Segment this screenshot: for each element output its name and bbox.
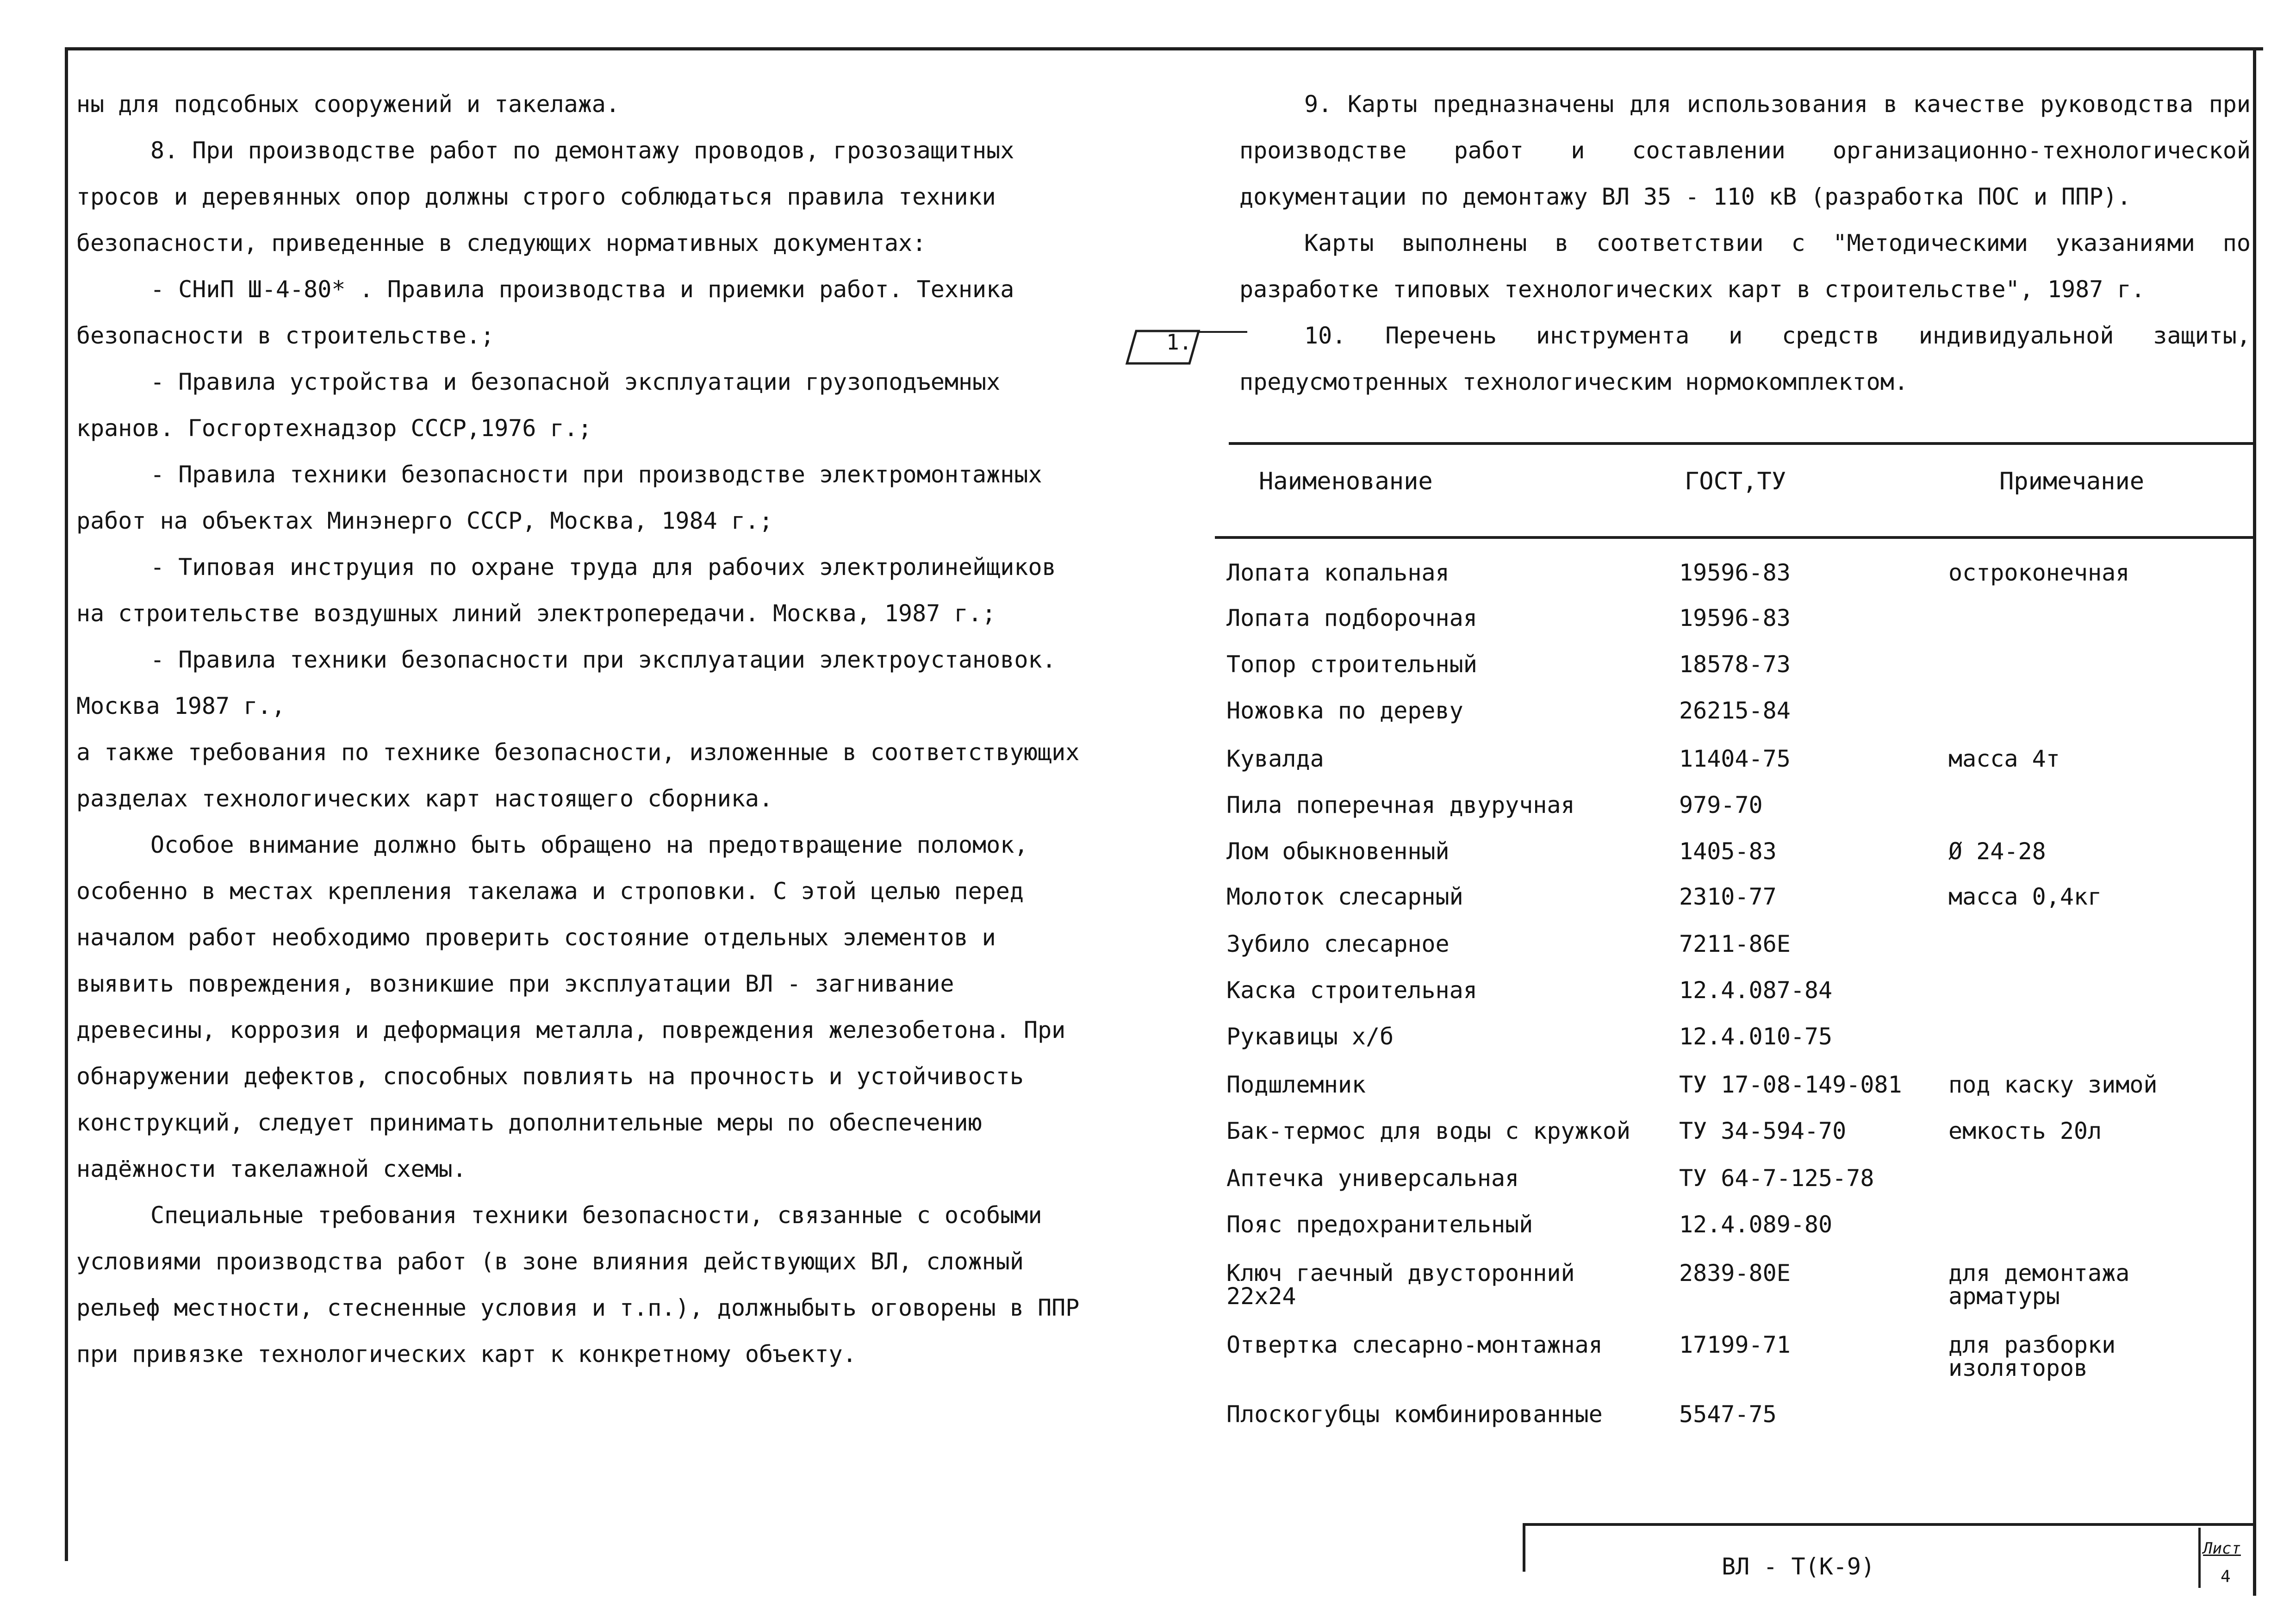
cell-gost: 2310-77 [1679,883,1777,910]
cell-note: для разборки изоляторов [1948,1331,2116,1381]
cell-gost: 979-70 [1679,792,1763,818]
cell-gost: 11404-75 [1679,745,1791,772]
table-top-rule [1229,442,2253,445]
left-column-paragraph: Специальные требования техники безопасности, связанные с особыми условиями производства работ (в зоне влияния действующих ВЛ, сложный рельеф местности, стесненные условия и т.п.), должныбыть оговорены в ППР при привязке технологических карт к конкретному объекту. [76,1202,1080,1368]
left-column-paragraph: - Правила техники безопасности при эксплуатации электроустановок. Москва 1987 г., [76,646,1056,719]
cell-gost: 19596-83 [1679,559,1791,586]
cell-gost: 17199-71 [1679,1331,1791,1358]
cell-gost: ТУ 64-7-125-78 [1679,1165,1874,1192]
left-column-paragraph: ны для подсобных сооружений и такелажа. [76,91,620,118]
cell-name: Каска строительная [1226,977,1477,1004]
left-column-paragraph: - Типовая инструция по охране труда для рабочих электролинейщиков на строительстве воздушных линий электропередачи. Москва, 1987 г.; [76,554,1056,627]
cell-gost: 18578-73 [1679,651,1791,678]
cell-gost: ТУ 17-08-149-081 [1679,1071,1902,1098]
cell-gost: ТУ 34-594-70 [1679,1118,1847,1144]
cell-gost: 12.4.010-75 [1679,1023,1833,1050]
cell-gost: 5547-75 [1679,1401,1777,1428]
cell-gost: 12.4.087-84 [1679,977,1833,1004]
sheet-number: 4 [2221,1567,2231,1586]
cell-note: масса 4т [1948,745,2060,772]
cell-name: Лом обыкновенный [1226,838,1450,865]
cell-gost: 26215-84 [1679,697,1791,724]
right-column-paragraph: 9. Карты предназначены для использования в качестве руководства при производстве работ и составлении организационно-технологической документации по демонтажу ВЛ 35 - 110 кВ (разработка ПОС и ППР). [1239,91,2251,210]
cell-name: Ножовка по дереву [1226,697,1463,724]
right-column-paragraph: 10. Перечень инструмента и средств индивидуальной защиты, предусмотренных технологическим нормокомплектом. [1239,322,2251,395]
cell-name: Ключ гаечный двусторонний 22x24 [1226,1260,1575,1310]
cell-name: Подшлемник [1226,1071,1366,1098]
cell-name: Лопата подборочная [1226,605,1477,631]
stamp-top-rule [1523,1523,2256,1526]
sheet-label: Лист [2203,1539,2241,1558]
cell-note: для демонтажа арматуры [1948,1260,2130,1310]
cell-gost: 2839-80Е [1679,1260,1791,1287]
frame-top [65,47,2263,50]
cell-name: Пила поперечная двуручная [1226,792,1575,818]
revision-number: 1. [1166,330,1192,355]
cell-note: Ø 24-28 [1948,838,2046,865]
cell-gost: 1405-83 [1679,838,1777,865]
cell-name: Отвертка слесарно-монтажная [1226,1331,1603,1358]
cell-name: Аптечка универсальная [1226,1165,1519,1192]
cell-name: Зубило слесарное [1226,931,1450,957]
cell-note: емкость 20л [1948,1118,2102,1144]
right-column-paragraph: Карты выполнены в соответствии с "Методическими указаниями по разработке типовых технологических карт в строительстве", 1987 г. [1239,230,2251,303]
cell-note: остроконечная [1948,559,2130,586]
cell-name: Бак-термос для воды с кружкой [1226,1118,1630,1144]
left-column-paragraph: - Правила устройства и безопасной эксплуатации грузоподъемных кранов. Госгортехнадзор СССР,1976 г.; [76,369,1001,442]
table-header-gost: ГОСТ,ТУ [1685,468,1786,495]
left-column-paragraph: Особое внимание должно быть обращено на предотвращение поломок, особенно в местах крепления такелажа и строповки. С этой целью перед началом работ необходимо проверить состояние отдельных элементов и выявить повреждения, возникшие при эксплуатации ВЛ - загнивание древесины, коррозия и деформация металла, повреждения железобетона. При обнаружении дефектов, способных повлиять на прочность и устойчивость конструкций, следует принимать дополнительные меры по обеспечению надёжности такелажной схемы. [76,831,1066,1182]
cell-name: Рукавицы х/б [1226,1023,1394,1050]
cell-name: Кувалда [1226,745,1324,772]
left-column-paragraph: а также требования по технике безопасности, изложенные в соответствующих разделах технологических карт настоящего сборника. [76,739,1080,812]
cell-name: Пояс предохранительный [1226,1211,1533,1238]
stamp-left-rule [1523,1523,1525,1572]
cell-gost: 12.4.089-80 [1679,1211,1833,1238]
frame-left [65,47,68,1561]
left-column-paragraph: - Правила техники безопасности при производстве электромонтажных работ на объектах Минэнерго СССР, Москва, 1984 г.; [76,461,1042,534]
cell-name: Топор строительный [1226,651,1477,678]
cell-name: Молоток слесарный [1226,883,1463,910]
frame-right [2253,47,2256,1596]
table-header-note: Примечание [1999,468,2145,495]
cell-gost: 19596-83 [1679,605,1791,631]
left-column [76,81,1095,1377]
left-column-paragraph: - СНиП Ш-4-80* . Правила производства и приемки работ. Техника безопасности в строительстве.; [76,276,1014,349]
left-column-paragraph: 8. При производстве работ по демонтажу проводов, грозозащитных тросов и деревянных опор должны строго соблюдаться правила техники безопасности, приведенные в следующих нормативных документах: [76,137,1014,256]
cell-gost: 7211-86Е [1679,931,1791,957]
table-header-name: Наименование [1259,468,1433,495]
cell-name: Лопата копальная [1226,559,1450,586]
cell-note: под каску зимой [1948,1071,2158,1098]
cell-note: масса 0,4кг [1948,883,2102,910]
cell-name: Плоскогубцы комбинированные [1226,1401,1603,1428]
table-header-rule [1215,536,2253,539]
document-code: ВЛ - Т(К-9) [1722,1553,1875,1580]
right-column [1239,81,2251,405]
